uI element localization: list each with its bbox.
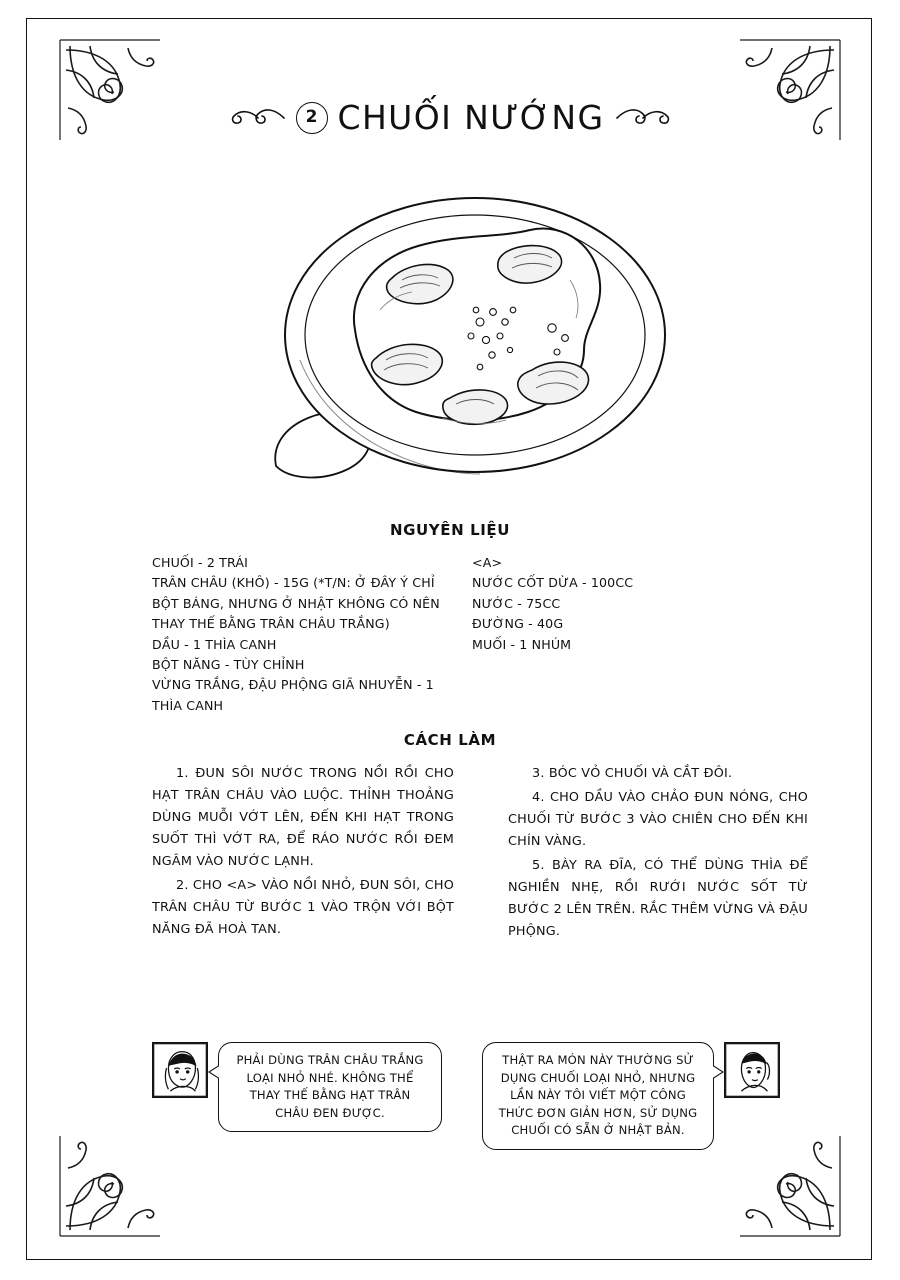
steps-column-left xyxy=(152,763,454,945)
ingredient-item: CHUỐI - 2 TRÁI xyxy=(152,555,249,570)
comment-bubble: PHẢI DÙNG TRÂN CHÂU TRẮNG LOẠI NHỎ NHÉ. KHÔNG THỂ THAY THẾ BẰNG HẠT TRÂN CHÂU ĐEN ĐƯỢC. xyxy=(218,1042,442,1132)
ingredients-heading: NGUYÊN LIỆU xyxy=(389,521,511,539)
ingredient-item: NƯỚC - 75CC xyxy=(472,595,561,611)
avatar xyxy=(152,1042,208,1098)
step-item: 2. CHO <A> VÀO NỒI NHỎ, ĐUN SÔI, CHO TRÂN CHÂU TỪ BƯỚC 1 VÀO TRỘN VỚI BỘT NĂNG ĐÃ HOÀ TAN. xyxy=(152,878,454,937)
steps-section xyxy=(0,763,900,945)
step-item: 4. CHO DẦU VÀO CHẢO ĐUN NÓNG, CHO CHUỐI TỪ BƯỚC 3 VÀO CHIÊN CHO ĐẾN KHI CHÍN VÀNG. xyxy=(508,790,808,849)
ingredients-column-left xyxy=(152,553,445,716)
ingredient-item: TRÂN CHÂU (KHÔ) - 15G (*T/N: Ở ĐÂY Ý CHỈ BỘT BÁNG, NHƯNG Ở NHẬT KHÔNG CÓ NÊN THAY THẾ BẰNG TRÂN CHÂU TRẮNG) xyxy=(152,575,445,632)
avatar xyxy=(724,1042,780,1098)
ingredient-item: NƯỚC CỐT DỪA - 100CC xyxy=(472,575,634,591)
ingredient-group-label: <A> xyxy=(472,555,503,570)
step-item: 5. BÀY RA ĐĨA, CÓ THỂ DÙNG THÌA ĐỂ NGHIỀN NHẸ, RỒI RƯỚI NƯỚC SỐT TỪ BƯỚC 2 LÊN TRÊN. RẮC THÊM VỪNG VÀ ĐẬU PHỘNG. xyxy=(508,858,808,939)
ingredient-item: BỘT NĂNG - TÙY CHỈNH xyxy=(152,656,305,672)
comments-section xyxy=(0,1042,900,1152)
steps-heading: CÁCH LÀM xyxy=(403,731,497,749)
comment-girl xyxy=(152,1042,442,1132)
dish-illustration xyxy=(180,160,720,520)
steps-column-right xyxy=(508,763,808,945)
ingredient-item: DẦU - 1 THÌA CANH xyxy=(152,636,277,652)
step-item: 3. BÓC VỎ CHUỐI VÀ CẮT ĐÔI. xyxy=(532,766,733,781)
comment-bubble: THẬT RA MÓN NÀY THƯỜNG SỬ DỤNG CHUỐI LOẠI NHỎ, NHƯNG LẦN NÀY TÔI VIẾT MỘT CÔNG THỨC ĐƠN GIẢN HƠN, SỬ DỤNG CHUỐI CÓ SẴN Ở NHẬT BẢN. xyxy=(482,1042,714,1150)
ingredient-item: VỪNG TRẮNG, ĐẬU PHỘNG GIÃ NHUYỄN - 1 THÌA CANH xyxy=(152,677,438,713)
recipe-number: 2 xyxy=(296,102,328,134)
page-title xyxy=(0,98,900,137)
flourish-right-icon xyxy=(615,105,677,131)
ingredients-section xyxy=(0,553,900,716)
step-item: 1. ĐUN SÔI NƯỚC TRONG NỒI RỒI CHO HẠT TRÂN CHÂU VÀO LUỘC. THỈNH THOẢNG DÙNG MUỖI VỚT LÊN, ĐẾN KHI HẠT TRONG SUỐT THÌ VỚT RA, ĐỂ RÁO NƯỚC RỒI ĐEM NGÂM VÀO NƯỚC LẠNH. xyxy=(152,766,454,869)
ingredients-column-right xyxy=(472,553,772,716)
recipe-title: CHUỐI NƯỚNG xyxy=(337,98,605,137)
ingredient-item: MUỐI - 1 NHÚM xyxy=(472,636,572,652)
ingredient-item: ĐƯỜNG - 40G xyxy=(472,616,564,632)
comment-man xyxy=(482,1042,780,1150)
flourish-left-icon xyxy=(224,105,286,131)
